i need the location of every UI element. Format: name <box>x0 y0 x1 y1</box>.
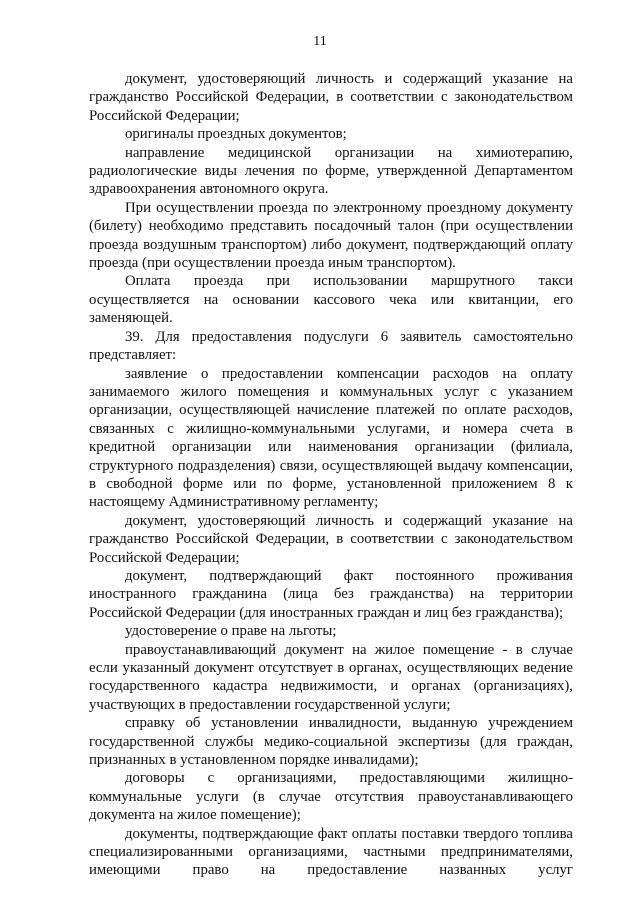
paragraph: документ, подтверждающий факт постоянного проживания иностранного гражданина (лица без гражданства) на территории Российской Федерации (для иностранных граждан и лиц без гражданства); <box>89 567 573 621</box>
paragraph: удостоверение о праве на льготы; <box>125 623 337 640</box>
paragraph: правоустанавливающий документ на жилое помещение - в случае если указанный документ отсутствует в органах, осуществляющих ведение государственного кадастра недвижимости, и органах (организациях), участвующих в предоставлении государственной услуги; <box>89 641 573 713</box>
paragraph: документ, удостоверяющий личность и содержащий указание на гражданство Российской Федерации, в соответствии с законодательством Российской Федерации; <box>89 512 573 566</box>
paragraph: направление медицинской организации на химиотерапию, радиологические виды лечения по форме, утвержденной Департаментом здравоохранения автономного округа. <box>89 144 573 198</box>
paragraph: документ, удостоверяющий личность и содержащий указание на гражданство Российской Федерации, в соответствии с законодательством Российской Федерации; <box>89 71 573 124</box>
paragraph: При осуществлении проезда по электронному проездному документу (билету) необходимо представить посадочный талон (при осуществлении проезда воздушным транспортом) либо документ, подтверждающий оплату проезда (при осуществлении проезда иным транспортом). <box>89 199 573 272</box>
paragraph: 39. Для предоставления подуслуги 6 заявитель самостоятельно представляет: <box>89 328 573 364</box>
paragraph: документы, подтверждающие факт оплаты поставки твердого топлива специализированными организациями, частными предпринимателями, имеющими право на предоставление названных услуг <box>89 825 573 879</box>
paragraph: оригиналы проездных документов; <box>125 126 347 143</box>
page-number: 11 <box>313 34 327 49</box>
document-body <box>89 70 573 880</box>
paragraph: справку об установлении инвалидности, выданную учреждением государственной службы медико-социальной экспертизы (для граждан, признанных в установленном порядке инвалидами); <box>89 715 573 769</box>
paragraph: заявление о предоставлении компенсации расходов на оплату занимаемого жилого помещения и коммунальных услуг с указанием организации, осуществляющей начисление платежей по оплате расходов, связанных с жилищно-коммунальными услугами, и номера счета в кредитной организации или наименования организации (филиала, структурного подразделения) связи, осуществляющей выдачу компенсации, в свободной форме или по форме, установленной приложением 8 к настоящему Административному регламенту; <box>89 365 573 511</box>
paragraph: договоры с организациями, предоставляющими жилищно-коммунальные услуги (в случае отсутствия правоустанавливающего документа на жилое помещение); <box>89 770 573 824</box>
paragraph: Оплата проезда при использовании маршрутного такси осуществляется на основании кассового чека или квитанции, его заменяющей. <box>89 273 573 327</box>
